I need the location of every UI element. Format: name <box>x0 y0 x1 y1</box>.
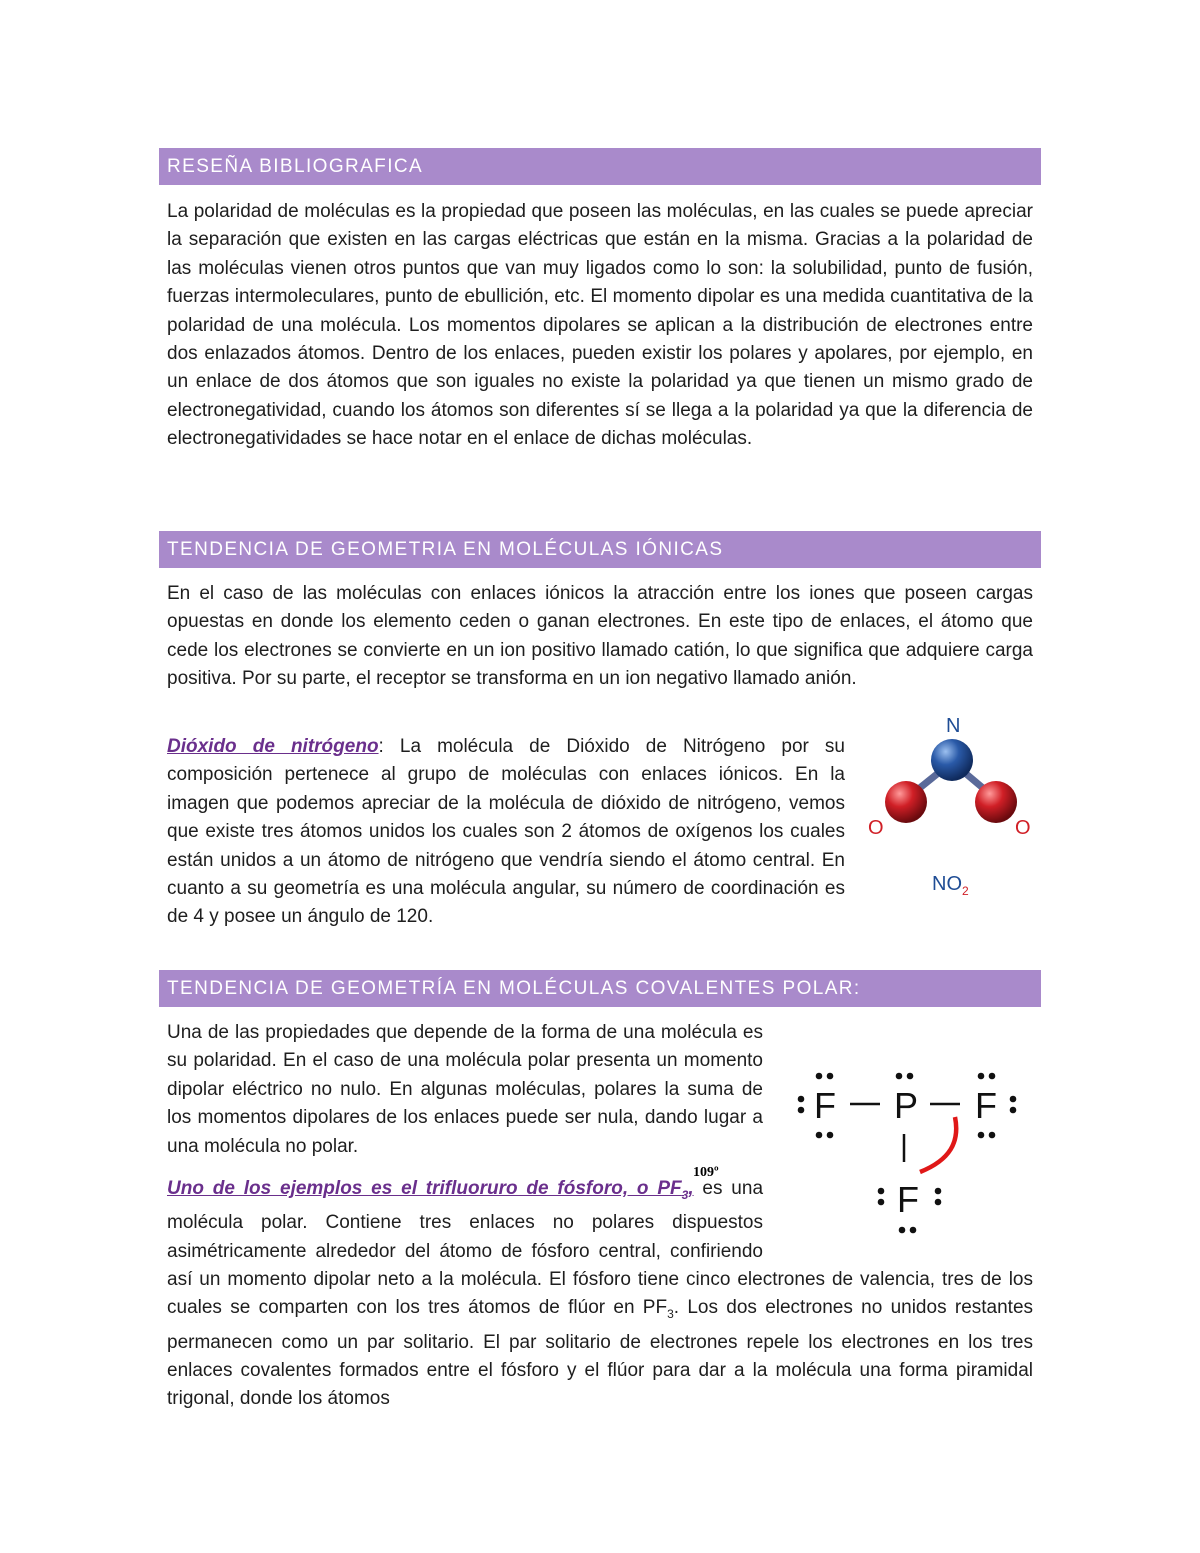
formula-no2: $NO_2$ <box>932 873 969 898</box>
atom-f-bottom: F <box>897 1179 919 1220</box>
pf3-description: es una molécula polar. Contiene tres enlaces no polares dispuestos asimétricamente alrededor del átomo de fósforo central, confiriendo así un momento dipolar neto a la molécula. El fósforo tiene cinco electrones de valencia, tres de los cuales se comparten con los tres átomos de flúor en PF <box>167 1178 1033 1319</box>
paragraph-covalentes: Una de las propiedades que depende de la forma de una molécula es su polaridad. En el caso de una molécula polar presenta un momento dipolar eléctrico no nulo. En algunas moléculas, polares la suma de los momentos dipolares de los enlaces puede ser nula, dando lugar a una molécula no polar. Uno de los ejemplos es el trifluoruro de fósforo, o $PF_3$, es una molécula polar. Contiene tres enlaces no polares dispuestos asimétricamente alrededor del átomo de fósforo central, confiriendo así un momento dipolar neto a la molécula. El fósforo tiene cinco electrones de valencia, tres de los cuales se comparten con los tres átomos de flúor en $PF_3$. Los dos electrones no unidos restantes permanecen como un par solitario. El par solitario de electrones repele los electrones en los tres enlaces covalentes formados entre el fósforo y el flúor para dar a la molécula una forma piramidal trigonal, donde los átomos <box>167 1022 1034 1410</box>
section-heading-covalentes: TENDENCIA DE GEOMETRÍA EN MOLÉCULAS COVALENTES POLAR: <box>159 970 1041 1007</box>
angle-label: 109º <box>693 1165 719 1180</box>
no2-molecule-figure <box>862 700 1042 910</box>
pf3-link[interactable]: Uno de los ejemplos es el trifluoruro de fósforo, o $PF_3$, <box>167 1178 694 1202</box>
label-o-left: O <box>868 817 884 839</box>
section-heading-ionicas: TENDENCIA DE GEOMETRIA EN MOLÉCULAS IÓNICAS <box>159 531 1041 568</box>
atom-f-left: F <box>814 1085 836 1126</box>
section-heading-resena: RESEÑA BIBLIOGRAFICA <box>159 148 1041 185</box>
oxygen-atom-right <box>975 781 1017 823</box>
paragraph-ionicas: En el caso de las moléculas con enlaces iónicos la atracción entre los iones que poseen cargas opuestas en donde los elemento ceden o ganan electrones. En este tipo de enlaces, el átomo que cede los electrones se convierte en un ion positivo llamado catión, lo que significa que adquiere carga positiva. Por su parte, el receptor se transforma en un ion negativo llamado anión. <box>167 583 1033 690</box>
label-n: N <box>946 715 961 737</box>
pf3-lewis-structure <box>790 1062 1030 1242</box>
covalentes-intro: Una de las propiedades que depende de la forma de una molécula es su polaridad. En el caso de una molécula polar presenta un momento dipolar eléctrico no nulo. En algunas moléculas, polares la suma de los momentos dipolares de los enlaces puede ser nula, dando lugar a una molécula no polar. <box>167 1022 763 1157</box>
atom-p: P <box>894 1085 919 1126</box>
label-o-right: O <box>1015 817 1031 839</box>
oxygen-atom-left <box>885 781 927 823</box>
atom-f-right: F <box>975 1085 997 1126</box>
nitrogen-atom <box>931 739 973 781</box>
angle-arc <box>920 1117 956 1172</box>
paragraph-resena: La polaridad de moléculas es la propiedad que poseen las moléculas, en las cuales se puede apreciar la separación que existen en las cargas eléctricas que están en la misma. Gracias a la polaridad de las moléculas vienen otros puntos que van muy ligados como lo son: la solubilidad, punto de fusión, fuerzas intermoleculares, punto de ebullición, etc. El momento dipolar es una medida cuantitativa de la polaridad de una molécula. Los momentos dipolares se aplican a la distribución de electrones entre dos enlazados átomos. Dentro de los enlaces, pueden existir los polares y apolares, por ejemplo, en un enlace de dos átomos que son iguales no existe la polaridad ya que tienen un mismo grado de electronegatividad, cuando los átomos son diferentes sí se llega a la polaridad ya que la diferencia de electronegatividades se hace notar en el enlace de dichas moléculas. <box>167 201 1033 450</box>
no2-description: : La molécula de Dióxido de Nitrógeno por su composición pertenece al grupo de moléculas con enlaces iónicos. En la imagen que podemos apreciar de la molécula de dióxido de nitrógeno, vemos que existe tres átomos unidos los cuales son 2 átomos de oxígenos los cuales están unidos a un átomo de nitrógeno que vendría siendo el átomo central. En cuanto a su geometría es una molécula angular, su número de coordinación es de 4 y posee un ángulo de 120. <box>167 736 845 928</box>
no2-link[interactable]: Dióxido de nitrógeno <box>167 736 379 757</box>
paragraph-no2-example <box>167 733 845 932</box>
